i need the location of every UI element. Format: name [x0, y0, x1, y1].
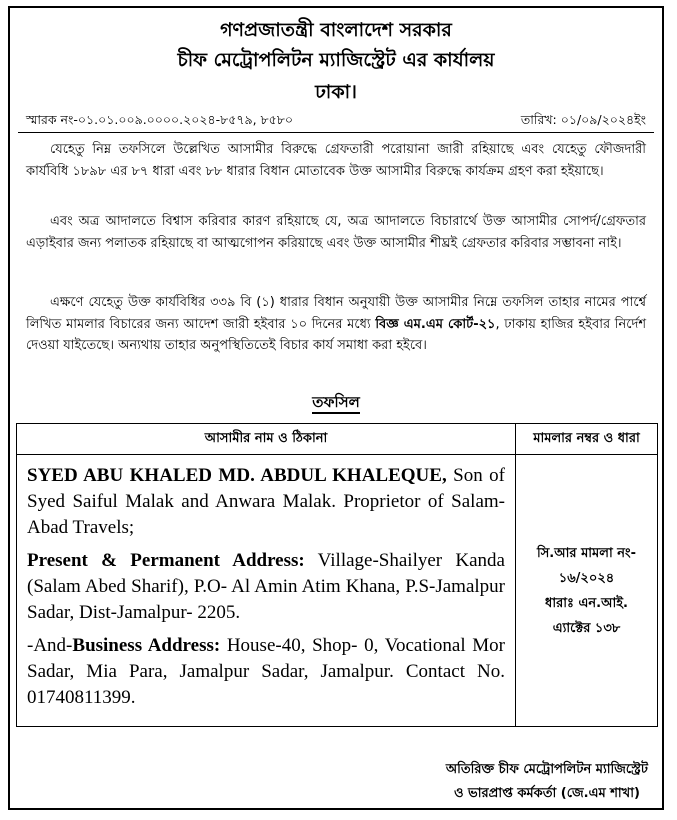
- signatory-title: অতিরিক্ত চীফ মেট্রোপলিটন ম্যাজিস্ট্রেট: [445, 762, 648, 777]
- business-address: House-40, Shop- 0, Vocational Mor Sadar, Mia Para, Jamalpur Sadar, Jamalpur. Contact No. 01740811399.: [27, 635, 505, 708]
- col-name-header: আসামীর নাম ও ঠিকানা: [17, 424, 516, 455]
- notice-date: তারিখ: ০১/০৯/২০২৪ইং: [520, 112, 646, 127]
- present-address: Village-Shailyer Kanda (Salam Abed Sharif), P.O- Al Amin Atim Khana, P.S-Jamalpur Sadar, Dist-Jamalpur- 2205.: [27, 550, 505, 623]
- business-prefix: -And-: [27, 635, 73, 656]
- business-address-label: Business Address:: [72, 635, 221, 656]
- accused-identity: [27, 463, 505, 541]
- signature-block: [446, 758, 648, 806]
- accused-parents: Son of Syed Saiful Malak and Anwara Malak. Proprietor of Salam- Abad Travels;: [27, 465, 505, 538]
- city-title: ঢাকা।: [315, 81, 357, 103]
- government-title: গণপ্রজাতন্ত্রী বাংলাদেশ সরকার: [220, 19, 452, 41]
- paragraph-3-text: এক্ষণে যেহেতু উক্ত কার্যবিধির ৩৩৯ বি (১) ধারার বিধান অনুযায়ী উক্ত আসামীর নিম্নে তফসিল তাহার নামের পার্শ্বে লিখিত মামলার বিচারের জন্য আদেশ জারী হইবার ১০ দিনের মধ্যে: [26, 295, 646, 332]
- business-address-block: [27, 633, 505, 711]
- divider: [18, 132, 654, 133]
- paragraph-3-text-end: , ঢাকায় হাজির হইবার নির্দেশ দেওয়া যাইতেছে। অন্যথায় তাহার অনুপস্থিতিতেই বিচার কার্য সমাধা করা হইবে।: [26, 316, 647, 353]
- case-details: [516, 455, 658, 727]
- memo-number: স্মারক নং-০১.০১.০০৯.০০০০.২০২৪-৮৫৭৯, ৮৫৮০: [26, 112, 294, 127]
- court-name: বিজ্ঞ এম.এম কোর্ট-২১: [375, 316, 496, 332]
- case-number: ১৬/২০২৪: [558, 570, 615, 586]
- notice-frame: [8, 6, 664, 810]
- case-section: ধারাঃ এন.আই.: [545, 595, 628, 611]
- reference-line: [26, 112, 646, 132]
- case-act: এ্যাক্টের ১৩৮: [552, 620, 621, 636]
- present-address-label: Present & Permanent Address:: [27, 550, 305, 571]
- table-header-row: [17, 424, 658, 455]
- col-case-header: মামলার নম্বর ও ধারা: [516, 424, 658, 455]
- paragraph-1: যেহেতু নিম্ন তফসিলে উল্লেখিত আসামীর বিরুদ্ধে গ্রেফতারী পরোয়ানা জারী রহিয়াছে এবং যেহেতু ফৌজদারী কার্যবিধি ১৮৯৮ এর ৮৭ ধারা এবং ৮৮ ধারার বিধান মোতাবেক উক্ত আসামীর বিরুদ্ধে কার্যক্রম গ্রহণ করা হইয়াছে।: [26, 142, 646, 179]
- accused-details: [17, 455, 516, 727]
- schedule-title: [10, 391, 662, 416]
- present-address-block: [27, 548, 505, 626]
- signatory-office: ও ভারপ্রাপ্ত কর্মকর্তা (জে.এম শাখা): [453, 786, 640, 801]
- accused-name: SYED ABU KHALED MD. ABDUL KHALEQUE,: [27, 465, 447, 486]
- case-number-label: সি.আর মামলা নং-: [536, 545, 637, 561]
- office-title: চীফ মেট্রোপলিটন ম্যাজিস্ট্রেট এর কার্যালয়: [177, 49, 495, 71]
- paragraph-3: [26, 292, 646, 357]
- schedule-title-text: তফসিল: [312, 393, 360, 414]
- schedule-table: [16, 423, 658, 727]
- paragraph-2: এবং অত্র আদালতে বিশ্বাস করিবার কারণ রহিয়াছে যে, অত্র আদালতে বিচারার্থে উক্ত আসামীর সোপর্দ/গ্রেফতার এড়াইবার জন্য পলাতক রহিয়াছে বা আত্মগোপন করিয়াছে এবং উক্ত আসামীর শীঘ্রই গ্রেফতার করিবার সম্ভাবনা নাই।: [26, 214, 646, 251]
- table-row: [17, 455, 658, 727]
